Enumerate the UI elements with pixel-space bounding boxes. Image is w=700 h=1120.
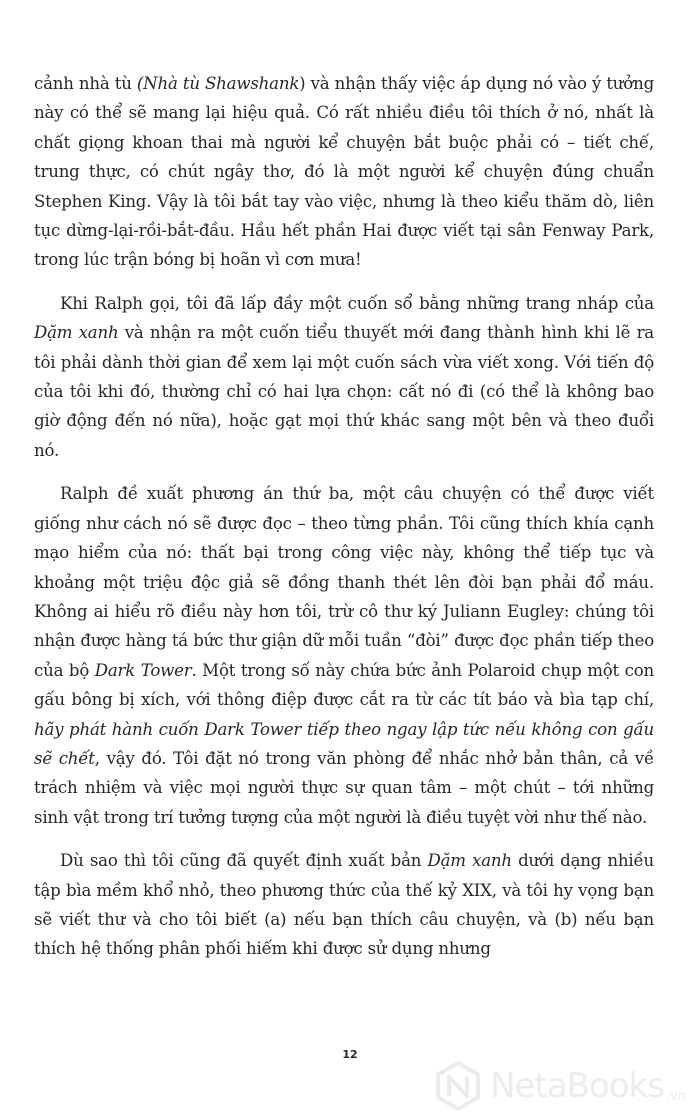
paragraph-2 bbox=[34, 289, 654, 465]
book-title-dam-xanh: Dặm xanh bbox=[427, 851, 512, 871]
paragraph-4 bbox=[34, 846, 654, 964]
paragraph-2-segment: Khi Ralph gọi, tôi đã lấp đầy một cuốn sổ bằng những trang nháp của bbox=[60, 293, 654, 313]
paragraph-4-segment: dưới dạng nhiều tập bìa mềm khổ nhỏ, theo phương thức của thế kỷ XIX, và tôi hy vọng bạn sẽ viết thư và cho tôi biết (a) nếu bạn thích câu chuyện, và (b) nếu bạn thích hệ thống phân phối hiếm khi được sử dụng nhưng bbox=[34, 851, 654, 959]
paragraph-1-segment: ) và nhận thấy việc áp dụng nó vào ý tưởng này có thể sẽ mang lại hiệu quả. Có rất nhiều điều tôi thích ở nó, nhất là chất giọng khoan thai mà người kể chuyện bắt buộc phải có – tiết chế, trung thực, có chút ngây thơ, đó là một người kể chuyện đúng chuẩn Stephen King. Vậy là tôi bắt tay vào việc, nhưng là theo kiểu thăm dò, liên tục dừng-lại-rồi-bắt-đầu. Hầu hết phần Hai được viết tại sân Fenway Park, trong lúc trận bóng bị hoãn vì cơn mưa! bbox=[34, 74, 654, 270]
paragraph-2-segment: và nhận ra một cuốn tiểu thuyết mới đang thành hình khi lẽ ra tôi phải dành thời gian để xem lại một cuốn sách vừa viết xong. Với tiến độ của tôi khi đó, thường chỉ có hai lựa chọn: cất nó đi (có thể là không bao giờ động đến nó nữa), hoặc gạt mọi thứ khác sang một bên và theo đuổi nó. bbox=[34, 323, 654, 460]
book-title-dam-xanh: Dặm xanh bbox=[34, 323, 119, 343]
page-body bbox=[34, 69, 654, 978]
paragraph-3-segment: . Một trong số này chứa bức ảnh Polaroid chụp một con gấu bông bị xích, với thông điệp được cắt ra từ các tít báo và bìa tạp chí, bbox=[34, 660, 654, 710]
ransom-message: hãy phát hành cuốn Dark Tower tiếp theo ngay lập tức nếu không con gấu sẽ chết bbox=[34, 719, 654, 768]
page-number: 12 bbox=[342, 1048, 358, 1061]
paragraph-1-segment: cảnh nhà tù bbox=[34, 74, 137, 93]
watermark-brand: NetaBooks bbox=[490, 1066, 664, 1106]
paragraph-4-segment: Dù sao thì tôi cũng đã quyết định xuất bản bbox=[60, 851, 428, 871]
paragraph-1 bbox=[34, 69, 654, 275]
watermark bbox=[432, 1060, 686, 1112]
paragraph-3 bbox=[34, 479, 654, 832]
book-title-shawshank: (Nhà tù Shawshank bbox=[136, 74, 300, 93]
netabooks-logo-icon bbox=[432, 1060, 484, 1112]
paragraph-3-segment: Ralph đề xuất phương án thứ ba, một câu chuyện có thể được viết giống như cách nó sẽ được đọc – theo từng phần. Tôi cũng thích khía cạnh mạo hiểm của nó: thất bại trong công việc này, không thể tiếp tục và khoảng một triệu độc giả sẽ đồng thanh thét lên đòi bạn phải đổ máu. Không ai hiểu rõ điều này hơn tôi, trừ cô thư ký Juliann Eugley: chúng tôi nhận được hàng tá bức thư giận dữ mỗi tuần “đòi” được đọc phần tiếp theo của bộ bbox=[34, 484, 654, 680]
watermark-suffix: .vn bbox=[665, 1089, 686, 1104]
book-title-dark-tower: Dark Tower bbox=[94, 660, 192, 680]
paragraph-3-segment: , vậy đó. Tôi đặt nó trong văn phòng để nhắc nhở bản thân, cả về trách nhiệm và việc mọi người thực sự quan tâm – một chút – tới những sinh vật trong trí tưởng tượng của một người là điều tuyệt vời như thế nào. bbox=[34, 748, 654, 827]
